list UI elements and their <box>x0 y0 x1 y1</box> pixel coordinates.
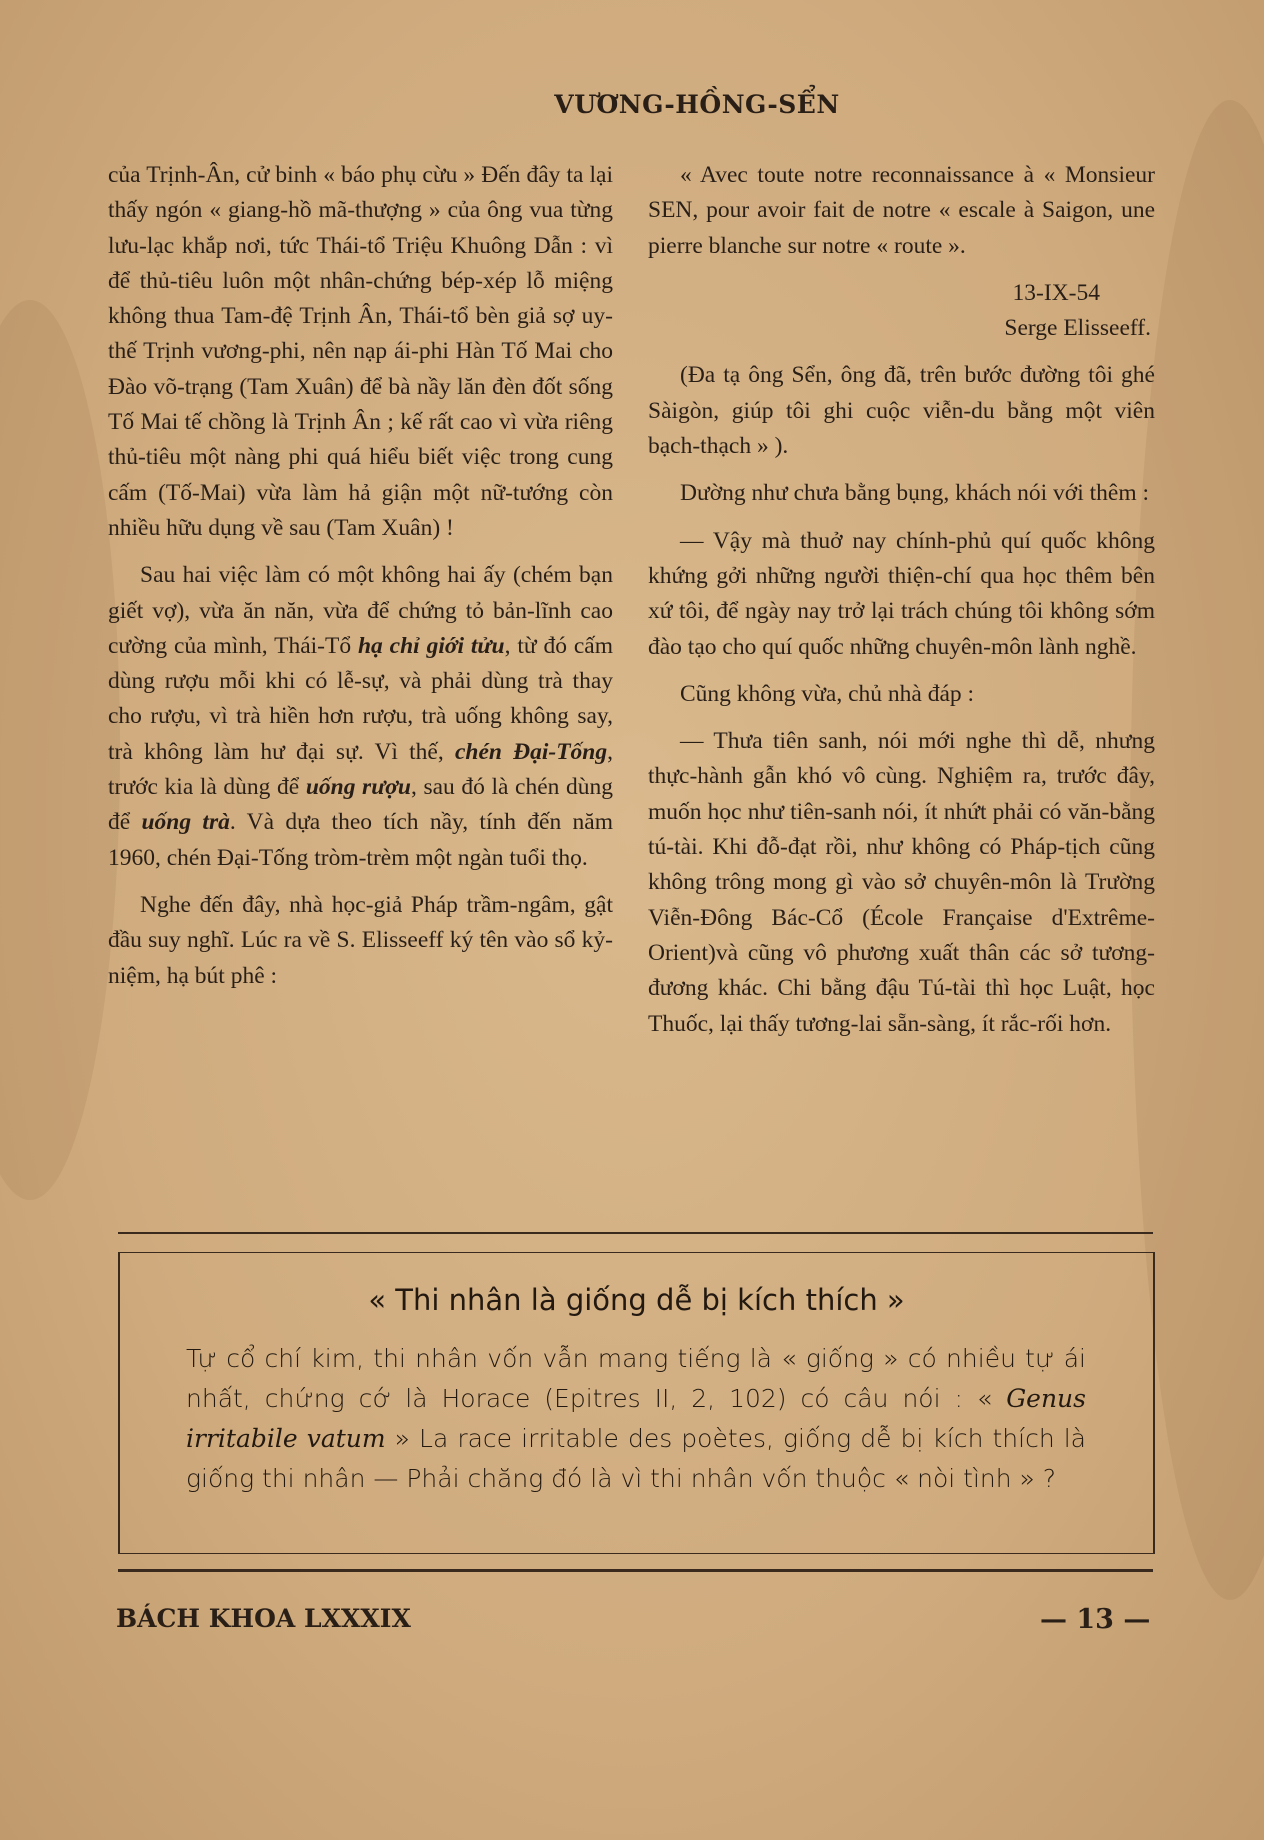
emphasis: uống rượu <box>305 774 411 801</box>
paragraph: — Thưa tiên sanh, nói mới nghe thì dễ, nhưng thực-hành gẫn khó vô cùng. Nghiệm ra, trước đây, muốn học như tiên-sanh nói, ít nhứt phải có văn-bằng tú-tài. Khi đỗ-đạt rồi, như không có Pháp-tịch cũng không trông mong gì vào sở chuyên-môn là Trường Viễn-Đông Bác-Cổ (École Française d'Extrême-Orient)và cũng vô phương xuất thân các sở tương-đương khác. Chi bằng đậu Tú-tài thì học Luật, học Thuốc, lại thấy tương-lai sẵn-sàng, ít rắc-rối hơn. <box>648 728 1155 1037</box>
paragraph: Nghe đến đây, nhà học-giả Pháp trầm-ngâm, gật đầu suy nghĩ. Lúc ra về S. Elisseeff ký tên vào sổ kỷ-niệm, hạ bút phê : <box>108 891 613 989</box>
emphasis: hạ chỉ giới tửu <box>357 632 505 659</box>
left-column <box>108 158 613 994</box>
latin-quote: Genus irritabile vatum <box>186 1384 1086 1453</box>
emphasis: uống trà <box>141 809 230 836</box>
quote-date: 13-IX-54 <box>1012 279 1100 306</box>
french-quote: « Avec toute notre reconnaissance à « Monsieur SEN, pour avoir fait de notre « escale à Saigon, une pierre blanche sur notre « route ». <box>648 162 1155 259</box>
page-number: — 13 — <box>1040 1604 1151 1635</box>
emphasis: chén Đại-Tống <box>454 738 608 765</box>
paragraph: — Vậy mà thuở nay chính-phủ quí quốc không khứng gởi những người thiện-chí qua học thêm bên xứ tôi, để ngày nay trở lại trách chúng tôi không sớm đào tạo cho quí quốc những chuyên-môn lành nghề. <box>648 527 1155 660</box>
quote-signature: Serge Elisseeff. <box>1004 315 1151 342</box>
sidebar-text: Tự cổ chí kim, thi nhân vốn vẫn mang tiếng là « giống » có nhiều tự ái nhất, chứng cớ là Horace (Epitres II, 2, 102) có câu nói : « Genus irritabile vatum » La race irritable des poètes, giống dễ bị kích thích là giống thi nhân — Phải chăng đó là vì thi nhân vốn thuộc « nòi tình » ? <box>186 1344 1086 1493</box>
sidebar-box <box>118 1232 1153 1572</box>
paper-stain <box>0 300 120 1200</box>
magazine-title: BÁCH KHOA LXXXIX <box>116 1604 411 1633</box>
running-header: VƯƠNG-HỒNG-SỂN <box>554 90 840 119</box>
paragraph: Dường như chưa bằng bụng, khách nói với thêm : <box>680 480 1150 507</box>
paragraph: của Trịnh-Ân, cử binh « báo phụ cừu » Đến đây ta lại thấy ngón « giang-hồ mã-thượng » của ông vua từng lưu-lạc khắp nơi, tức Thái-tổ Triệu Khuông Dẫn : vì để thủ-tiêu luôn một nhân-chứng bép-xép lỗ miệng không thua Tam-đệ Trịnh Ân, Thái-tổ bèn giả sợ uy-thế Trịnh vương-phi, nên nạp ái-phi Hàn Tố Mai cho Đào võ-trạng (Tam Xuân) để bà nầy lăn đèn đốt sống Tố Mai tế chồng là Trịnh Ân ; kế rất cao vì vừa riêng thủ-tiêu một nàng phi quá hiểu biết việc trong cung cấm (Tố-Mai) vừa làm hả giận một nữ-tướng còn nhiều hữu dụng về sau (Tam Xuân) ! <box>108 162 613 541</box>
paragraph: (Đa tạ ông Sển, ông đã, trên bước đường tôi ghé Sàigòn, giúp tôi ghi cuộc viễn-du bằng một viên bạch-thạch » ). <box>648 362 1155 460</box>
paragraph: Cũng không vừa, chủ nhà đáp : <box>680 680 975 707</box>
sidebar-title: « Thi nhân là giống dễ bị kích thích » <box>368 1283 905 1317</box>
right-column <box>648 158 1155 1042</box>
paragraph: Sau hai việc làm có một không hai ấy (chém bạn giết vợ), vừa ăn năn, vừa để chứng tỏ bản-lĩnh cao cường của mình, Thái-Tổ hạ chỉ giới tửu, từ đó cấm dùng rượu mỗi khi có lễ-sự, và phải dùng trà thay cho rượu, vì trà hiền hơn rượu, trà uống không say, trà không làm hư đại sự. Vì thế, chén Đại-Tống, trước kia là dùng để uống rượu, sau đó là chén dùng để uống trà. Và dựa theo tích nầy, tính đến năm 1960, chén Đại-Tống tròm-trèm một ngàn tuổi thọ. <box>108 562 614 871</box>
sidebar-frame <box>118 1252 1155 1554</box>
